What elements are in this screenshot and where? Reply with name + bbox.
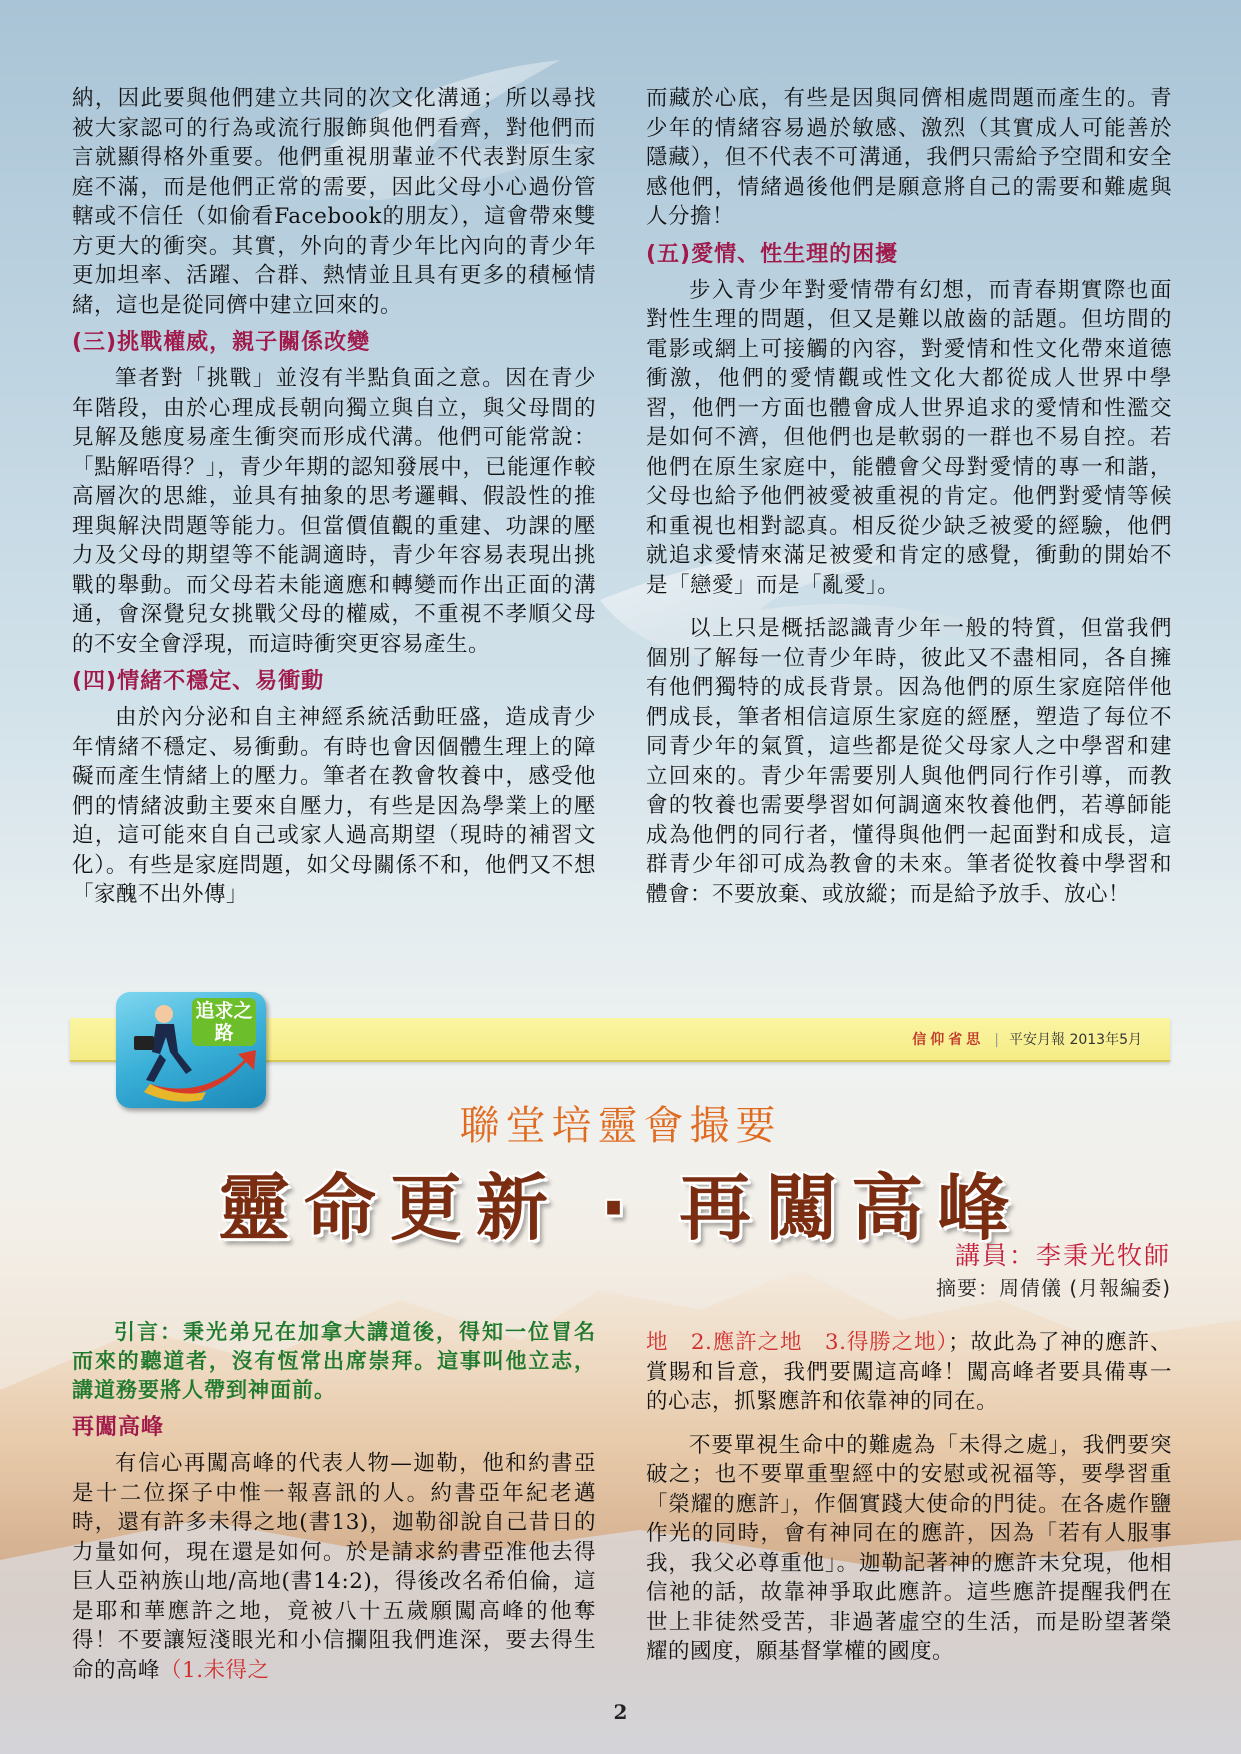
top-left-column — [72, 84, 596, 910]
logo-text: 追求之路 — [192, 998, 256, 1046]
publication-label: 平安月報 2013年5月 — [1009, 1032, 1142, 1048]
paragraph: 以上只是概括認識青少年一般的特質，但當我們個別了解每一位青少年時，彼此又不盡相同，各自擁有他們獨特的成長背景。因為他們的原生家庭陪伴他們成長，筆者相信這原生家庭的經歷，塑造了每位不同青少年的氣質，這些都是從父母家人之中學習和建立回來的。青少年需要別人與他們同行作引導，而教會的牧養也需要學習如何調適來牧養他們，若導師能成為他們的同行者，懂得與他們一起面對和成長，這群青少年卻可成為教會的未來。筆者從牧養中學習和體會：不要放棄、或放縱；而是給予放手、放心！ — [646, 616, 1172, 907]
highlight-text: 地 2.應許之地 3.得勝之地） — [646, 1330, 949, 1355]
summary-credit: 摘要：周倩儀 (月報編委) — [936, 1276, 1171, 1300]
article-supertitle: 聯堂培靈會撮要 — [459, 1103, 782, 1149]
paragraph: 步入青少年對愛情帶有幻想，而青春期實際也面對性生理的問題，但又是難以啟齒的話題。但坊間的電影或網上可接觸的內容，對愛情和性文化帶來道德衝激，他們的愛情觀或性文化大都從成人世界中學習，他們一方面也體會成人世界追求的愛情和性濫交是如何不濟，但他們也是軟弱的一群也不易自控。若他們在原生家庭中，能體會父母對愛情的專一和諧，父母也給予他們被愛被重視的肯定。他們對愛情等候和重視也相對認真。相反從少缺乏被愛的經驗，他們就追求愛情來滿足被愛和肯定的感覺，衝動的開始不是「戀愛」而是「亂愛」。 — [646, 277, 1172, 598]
highlight-text: （1.未得之 — [160, 1657, 270, 1683]
paragraph — [72, 1449, 596, 1685]
banner-info — [912, 1029, 1142, 1049]
column-logo — [116, 992, 266, 1108]
paragraph: 筆者對「挑戰」並沒有半點負面之意。因在青少年階段，由於心理成長朝向獨立與自立，與父母間的見解及態度易產生衝突而形成代溝。他們可能常說：「點解唔得？」，青少年期的認知發展中，已能運作較高層次的思維，並具有抽象的思考邏輯、假設性的推理與解決問題等能力。但當價值觀的重建、功課的壓力及父母的期望等不能調適時，青少年容易表現出挑戰的舉動。而父母若未能適應和轉變而作出正面的溝通，會深覺兒女挑戰父母的權威，不重視不孝順父母的不安全會浮現，而這時衝突更容易產生。 — [72, 366, 596, 657]
paragraph: 不要單視生命中的難處為「未得之處」，我們要突破之；也不要單重聖經中的安慰或祝福等，要學習重「榮耀的應許」，作個實踐大使命的門徒。在各處作鹽作光的同時，會有神同在的應許，因為「若有人服事我，我父必尊重他」。迦勒記著神的應許未兌現，他相信祂的話，故靠神爭取此應許。這些應許提醒我們在世上非徒然受苦，非過著虛空的生活，而是盼望著榮耀的國度，願基督掌權的國度。 — [646, 1432, 1172, 1664]
separator: | — [994, 1032, 999, 1048]
paragraph-text: 有信心再闖高峰的代表人物—迦勒，他和約書亞是十二位探子中惟一報喜訊的人。約書亞年紀老邁時，還有許多未得之地(書13)，迦勒卻說自己昔日的力量如何，現在還是如何。於是請求約書亞准他去得巨人亞衲族山地/高地(書14:2)，得後改名希伯倫，這是耶和華應許之地，竟被八十五歲願闖高峰的他奪得！不要讓短淺眼光和小信攔阻我們進深，要去得生命的高峰 — [72, 1451, 596, 1683]
paragraph: 納，因此要與他們建立共同的次文化溝通；所以尋找被大家認可的行為或流行服飾與他們看齊，對他們而言就顯得格外重要。他們重視朋輩並不代表對原生家庭不滿，而是他們正常的需要，因此父母小心過份管轄或不信任（如偷看Facebook的朋友），這會帶來雙方更大的衝突。其實，外向的青少年比內向的青少年更加坦率、活躍、合群、熱情並且具有更多的積極情緒，這也是從同儕中建立回來的。 — [72, 86, 596, 318]
article-title: 靈命更新 ‧ 再闖高峰 — [217, 1166, 1024, 1250]
section-heading: 再闖高峰 — [72, 1415, 165, 1440]
section-heading-5: (五)愛情、性生理的困擾 — [646, 241, 899, 267]
paragraph — [646, 1328, 1172, 1417]
page-number: 2 — [613, 1700, 628, 1724]
category-label: 信仰省思 — [912, 1032, 985, 1048]
speaker-credit: 講員：李秉光牧師 — [954, 1241, 1171, 1270]
bottom-right-column — [646, 1328, 1172, 1667]
intro-paragraph: 引言：秉光弟兄在加拿大講道後，得知一位冒名而來的聽道者，沒有恆常出席崇拜。這事叫他立志，講道務要將人帶到神面前。 — [72, 1320, 596, 1402]
paragraph-text: ；故此為了神的應許、賞賜和旨意，我們要闖這高峰！闖高峰者要具備專一的心志，抓緊應許和依靠神的同在。 — [646, 1330, 1172, 1414]
bottom-left-column — [72, 1318, 596, 1685]
paragraph: 由於內分泌和自主神經系統活動旺盛，造成青少年情緒不穩定、易衝動。有時也會因個體生理上的障礙而產生情緒上的壓力。筆者在教會牧養中，感受他們的情緒波動主要來自壓力，有些是因為學業上的壓迫，這可能來自自己或家人過高期望（現時的補習文化）。有些是家庭問題，如父母關係不和，他們又不想「家醜不出外傳」 — [72, 705, 596, 907]
section-heading-4: (四)情緒不穩定、易衝動 — [72, 669, 325, 694]
section-heading-3: (三)挑戰權威，親子關係改變 — [72, 330, 371, 355]
paragraph: 而藏於心底，有些是因與同儕相處問題而產生的。青少年的情緒容易過於敏感、激烈（其實成人可能善於隱藏），但不代表不可溝通，我們只需給予空間和安全感他們，情緒過後他們是願意將自己的需要和難處與人分擔！ — [646, 86, 1172, 229]
top-right-column — [646, 84, 1172, 909]
